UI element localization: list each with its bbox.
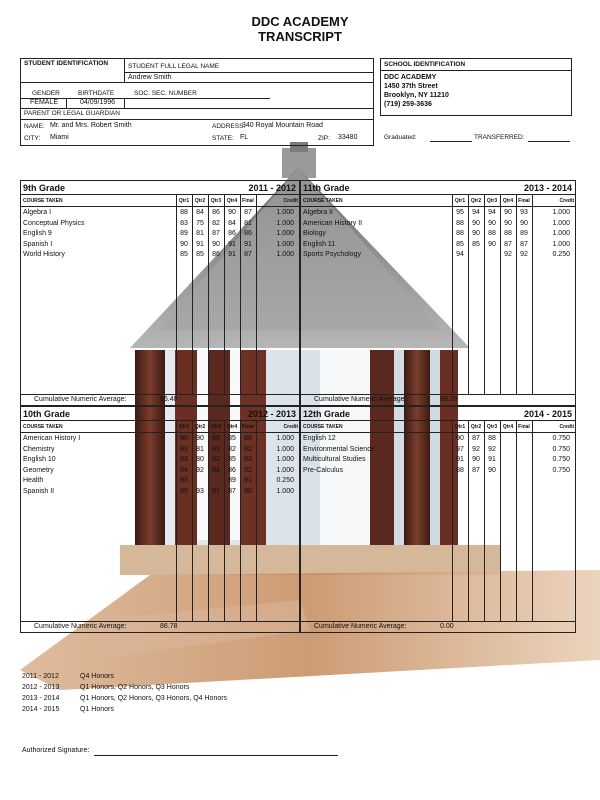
credit-cell: 1.000 xyxy=(552,230,570,237)
final-header: Final xyxy=(242,198,254,204)
grade-cell: 93 xyxy=(180,477,188,484)
grade-cell: 92 xyxy=(244,466,252,474)
grade-cell: 90 xyxy=(244,487,252,495)
grade-cell: 94 xyxy=(488,209,496,216)
q3-header: Qtr3 xyxy=(210,198,222,204)
divider xyxy=(124,58,125,82)
guardian-name: Mr. and Mrs. Robert Smith xyxy=(50,122,132,129)
grade-cell: 88 xyxy=(504,230,512,237)
transferred-line xyxy=(528,141,570,142)
grade-cell: 94 xyxy=(212,466,220,474)
course-name: Spanish II xyxy=(23,487,55,495)
grade-cell: 90 xyxy=(456,435,464,442)
divider xyxy=(380,70,572,71)
grade-cell: 91 xyxy=(244,477,252,484)
q1-header: Qtr1 xyxy=(454,424,466,430)
grade-cell: 90 xyxy=(520,219,528,227)
course-name: Algebra II xyxy=(303,209,333,216)
grade-cell: 87 xyxy=(472,466,480,474)
course-name: English 10 xyxy=(23,456,56,463)
cumulative-label: Cumulative Numeric Average: xyxy=(314,623,407,630)
divider xyxy=(20,394,300,395)
student-identification-label: STUDENT IDENTIFICATION xyxy=(24,60,109,67)
credit-cell: 1.000 xyxy=(276,251,294,258)
course-name: World History xyxy=(23,251,65,258)
grade-panel xyxy=(300,406,576,633)
credit-cell: 1.000 xyxy=(276,445,294,453)
school-years: 2012 - 2013 xyxy=(247,409,296,419)
grade-cell: 92 xyxy=(520,251,528,258)
grade-cell: 81 xyxy=(244,219,252,227)
school-years: 2011 - 2012 xyxy=(248,183,296,193)
course-name: Biology xyxy=(303,230,326,237)
grade-cell: 90 xyxy=(472,219,480,227)
grade-cell: 91 xyxy=(228,251,236,258)
document-title: TRANSCRIPT xyxy=(258,29,342,44)
divider xyxy=(300,394,576,395)
credit-header: Credit xyxy=(283,198,298,204)
grade-cell: 94 xyxy=(180,466,188,474)
grade-cell: 87 xyxy=(228,487,236,495)
grade-cell: 85 xyxy=(180,251,188,258)
course-name: Conceptual Physics xyxy=(23,219,85,227)
divider xyxy=(20,420,300,421)
grade-cell: 97 xyxy=(456,445,464,453)
grade-cell: 90 xyxy=(488,240,496,248)
q4-header: Qtr4 xyxy=(226,424,238,430)
birthdate-label: BIRTHDATE xyxy=(78,90,115,97)
credit-cell: 1.000 xyxy=(276,230,294,237)
guardian-label: PARENT OR LEGAL GUARDIAN xyxy=(24,110,120,117)
grade-title: 9th Grade xyxy=(23,183,66,193)
course-name: American History I xyxy=(23,435,81,442)
grade-cell: 90 xyxy=(488,466,496,474)
guardian-name-label: NAME: xyxy=(24,123,45,130)
grade-cell: 93 xyxy=(196,487,204,495)
grade-cell: 86 xyxy=(228,230,236,237)
q1-header: Qtr1 xyxy=(454,198,466,204)
course-name: Chemistry xyxy=(23,445,55,453)
grade-cell: 89 xyxy=(228,477,236,484)
cumulative-label: Cumulative Numeric Average: xyxy=(34,623,127,630)
column-divider xyxy=(500,420,501,621)
grade-cell: 90 xyxy=(212,240,220,248)
grade-cell: 86 xyxy=(212,435,220,442)
state-label: STATE: xyxy=(212,135,234,142)
credit-cell: 1.000 xyxy=(552,209,570,216)
course-name: Algebra I xyxy=(23,209,52,216)
course-name: Pre-Calculus xyxy=(303,466,344,474)
grade-cell: 83 xyxy=(180,456,188,463)
grade-cell: 91 xyxy=(244,240,252,248)
school-identification-label: SCHOOL IDENTIFICATION xyxy=(384,61,466,68)
grade-panel xyxy=(300,180,576,406)
grade-cell: 84 xyxy=(196,209,204,216)
birthdate-value: 04/09/1996 xyxy=(80,99,116,106)
credit-cell: 1.000 xyxy=(276,466,294,474)
cumulative-average: 86.78 xyxy=(160,623,178,630)
school-phone: (719) 259-3636 xyxy=(384,101,432,108)
divider xyxy=(300,206,576,207)
course-taken-header: COURSE TAKEN xyxy=(23,198,63,204)
credit-cell: 0.750 xyxy=(552,435,570,442)
cumulative-average: 89.20 xyxy=(440,396,458,403)
cumulative-average: 86.40 xyxy=(160,396,178,403)
divider xyxy=(20,108,374,109)
credit-cell: 1.000 xyxy=(276,209,294,216)
credit-cell: 1.000 xyxy=(276,487,294,495)
grade-cell: 90 xyxy=(196,435,204,442)
grade-cell: 81 xyxy=(196,445,204,453)
school-years: 2014 - 2015 xyxy=(523,409,572,419)
transcript-title xyxy=(0,14,600,44)
credit-cell: 1.000 xyxy=(276,219,294,227)
grade-cell: 84 xyxy=(228,219,236,227)
divider xyxy=(300,621,576,622)
student-name: Andrew Smith xyxy=(128,74,172,81)
cumulative-label: Cumulative Numeric Average: xyxy=(34,396,127,403)
grade-panel xyxy=(20,180,300,406)
course-name: Environmental Science xyxy=(303,445,375,453)
credit-header: Credit xyxy=(283,424,298,430)
grade-cell: 86 xyxy=(212,251,220,258)
grade-cell: 82 xyxy=(212,219,220,227)
credit-cell: 0.250 xyxy=(276,477,294,484)
credit-cell: 0.750 xyxy=(552,445,570,453)
course-name: Geometry xyxy=(23,466,54,474)
grade-cell: 92 xyxy=(488,445,496,453)
signature-line[interactable] xyxy=(94,755,338,756)
grade-cell: 87 xyxy=(244,209,252,216)
student-name-label: STUDENT FULL LEGAL NAME xyxy=(128,63,220,70)
divider xyxy=(66,98,67,108)
city-label: CITY: xyxy=(24,135,41,142)
final-header: Final xyxy=(518,198,530,204)
q2-header: Qtr2 xyxy=(194,424,206,430)
grade-cell: 80 xyxy=(196,456,204,463)
grade-cell: 92 xyxy=(504,251,512,258)
column-divider xyxy=(532,420,533,621)
honor-description: Q1 Honors, Q2 Honors, Q3 Honors xyxy=(80,684,190,691)
honor-description: Q1 Honors, Q2 Honors, Q3 Honors, Q4 Honors xyxy=(80,695,228,702)
honor-description: Q1 Honors xyxy=(80,706,114,713)
grade-cell: 90 xyxy=(504,219,512,227)
course-name: American History II xyxy=(303,219,363,227)
divider xyxy=(300,420,576,421)
course-name: English 12 xyxy=(303,435,336,442)
grade-cell: 90 xyxy=(228,209,236,216)
credit-cell: 1.000 xyxy=(552,219,570,227)
grade-cell: 86 xyxy=(212,209,220,216)
q3-header: Qtr3 xyxy=(210,424,222,430)
grade-cell: 82 xyxy=(228,445,236,453)
q4-header: Qtr4 xyxy=(226,198,238,204)
credit-cell: 0.750 xyxy=(552,456,570,463)
grade-cell: 82 xyxy=(212,456,220,463)
honor-year: 2014 - 2015 xyxy=(22,706,60,713)
grade-cell: 87 xyxy=(504,240,512,248)
address-value: 340 Royal Mountain Road xyxy=(242,122,323,129)
grade-cell: 90 xyxy=(504,209,512,216)
grade-cell: 83 xyxy=(212,445,220,453)
ssn-label: SOC. SEC. NUMBER xyxy=(134,90,197,97)
cumulative-label: Cumulative Numeric Average: xyxy=(314,396,407,403)
course-taken-header: COURSE TAKEN xyxy=(23,424,63,430)
q1-header: Qtr1 xyxy=(178,424,190,430)
signature-label: Authorized Signature: xyxy=(22,747,90,754)
course-taken-header: COURSE TAKEN xyxy=(303,424,343,430)
school-years: 2013 - 2014 xyxy=(523,183,572,193)
grade-cell: 89 xyxy=(180,487,188,495)
divider xyxy=(20,432,300,433)
divider xyxy=(20,206,300,207)
transferred-label: TRANSFERRED: xyxy=(474,134,525,141)
course-name: Multicultural Studies xyxy=(303,456,366,463)
grade-cell: 88 xyxy=(456,219,464,227)
course-name: Health xyxy=(23,477,44,484)
grade-cell: 94 xyxy=(472,209,480,216)
graduated-label: Graduated: xyxy=(384,134,417,141)
grade-cell: 95 xyxy=(456,209,464,216)
credit-cell: 0.250 xyxy=(552,251,570,258)
grade-cell: 89 xyxy=(520,230,528,237)
q3-header: Qtr3 xyxy=(486,424,498,430)
grade-title: 10th Grade xyxy=(23,409,71,419)
grade-cell: 92 xyxy=(472,445,480,453)
gender-value: FEMALE xyxy=(30,99,59,106)
school-title: DDC ACADEMY xyxy=(251,14,349,29)
grade-cell: 91 xyxy=(456,456,464,463)
course-name: Spanish I xyxy=(23,240,53,248)
course-name: Sports Psychology xyxy=(303,251,361,258)
divider xyxy=(20,194,300,195)
grade-title: 12th Grade xyxy=(303,409,351,419)
grade-cell: 86 xyxy=(228,466,236,474)
column-divider xyxy=(256,420,257,621)
divider xyxy=(20,119,374,120)
course-taken-header: COURSE TAKEN xyxy=(303,198,343,204)
grade-cell: 85 xyxy=(228,456,236,463)
grade-cell: 75 xyxy=(196,219,204,227)
honor-year: 2011 - 2012 xyxy=(22,673,59,680)
school-name: DDC ACADEMY xyxy=(384,74,437,81)
honor-year: 2013 - 2014 xyxy=(22,695,60,702)
honor-description: Q4 Honors xyxy=(80,673,114,680)
grade-cell: 87 xyxy=(520,240,528,248)
city-value: Miami xyxy=(50,134,69,141)
school-city: Brooklyn, NY 11210 xyxy=(384,92,449,99)
q2-header: Qtr2 xyxy=(470,198,482,204)
credit-cell: 1.000 xyxy=(276,456,294,463)
grade-cell: 83 xyxy=(180,219,188,227)
credit-cell: 1.000 xyxy=(276,435,294,442)
column-divider xyxy=(532,194,533,394)
q1-header: Qtr1 xyxy=(178,198,190,204)
honor-year: 2012 - 2013 xyxy=(22,684,60,691)
grade-cell: 88 xyxy=(456,230,464,237)
grade-cell: 85 xyxy=(456,240,464,248)
grade-cell: 88 xyxy=(488,230,496,237)
grade-cell: 92 xyxy=(196,466,204,474)
grade-cell: 83 xyxy=(180,445,188,453)
cumulative-average: 0.00 xyxy=(440,623,454,630)
grade-cell: 88 xyxy=(244,435,252,442)
grade-cell: 90 xyxy=(180,435,188,442)
credit-header: Credit xyxy=(559,424,574,430)
grade-cell: 90 xyxy=(472,456,480,463)
grade-cell: 93 xyxy=(520,209,528,216)
q3-header: Qtr3 xyxy=(486,198,498,204)
gender-label: GENDER xyxy=(32,90,60,97)
column-divider xyxy=(516,420,517,621)
divider xyxy=(124,72,374,73)
course-name: English 11 xyxy=(303,240,336,248)
grade-cell: 89 xyxy=(180,230,188,237)
q4-header: Qtr4 xyxy=(502,198,514,204)
grade-cell: 81 xyxy=(196,230,204,237)
grade-cell: 87 xyxy=(244,251,252,258)
grade-cell: 91 xyxy=(196,240,204,248)
credit-cell: 0.750 xyxy=(552,466,570,474)
grade-cell: 90 xyxy=(488,219,496,227)
grade-cell: 85 xyxy=(472,240,480,248)
grade-cell: 91 xyxy=(228,240,236,248)
grade-cell: 82 xyxy=(244,445,252,453)
q2-header: Qtr2 xyxy=(194,198,206,204)
grade-cell: 86 xyxy=(244,230,252,237)
grade-cell: 90 xyxy=(472,230,480,237)
grade-cell: 94 xyxy=(456,251,464,258)
credit-header: Credit xyxy=(559,198,574,204)
grade-cell: 91 xyxy=(488,456,496,463)
grade-cell: 83 xyxy=(244,456,252,463)
grade-cell: 88 xyxy=(180,209,188,216)
grade-cell: 90 xyxy=(180,240,188,248)
divider xyxy=(300,432,576,433)
grade-cell: 88 xyxy=(456,466,464,474)
credit-cell: 1.000 xyxy=(552,240,570,248)
column-divider xyxy=(256,194,257,394)
grade-cell: 85 xyxy=(228,435,236,442)
q2-header: Qtr2 xyxy=(470,424,482,430)
credit-cell: 1.000 xyxy=(276,240,294,248)
graduated-line xyxy=(430,141,472,142)
zip-value: 33480 xyxy=(338,134,358,141)
q4-header: Qtr4 xyxy=(502,424,514,430)
grade-cell: 88 xyxy=(488,435,496,442)
grade-cell: 85 xyxy=(196,251,204,258)
state-value: FL xyxy=(240,134,249,141)
grade-cell: 87 xyxy=(472,435,480,442)
divider xyxy=(300,194,576,195)
divider xyxy=(124,98,125,108)
school-street: 1450 37th Street xyxy=(384,83,438,90)
final-header: Final xyxy=(518,424,530,430)
zip-label: ZIP: xyxy=(318,135,330,142)
grade-title: 11th Grade xyxy=(303,183,350,193)
divider xyxy=(20,621,300,622)
grade-cell: 91 xyxy=(212,487,220,495)
course-name: English 9 xyxy=(23,230,52,237)
grade-cell: 87 xyxy=(212,230,220,237)
divider xyxy=(20,82,374,83)
final-header: Final xyxy=(242,424,254,430)
address-label: ADDRESS: xyxy=(212,123,246,130)
